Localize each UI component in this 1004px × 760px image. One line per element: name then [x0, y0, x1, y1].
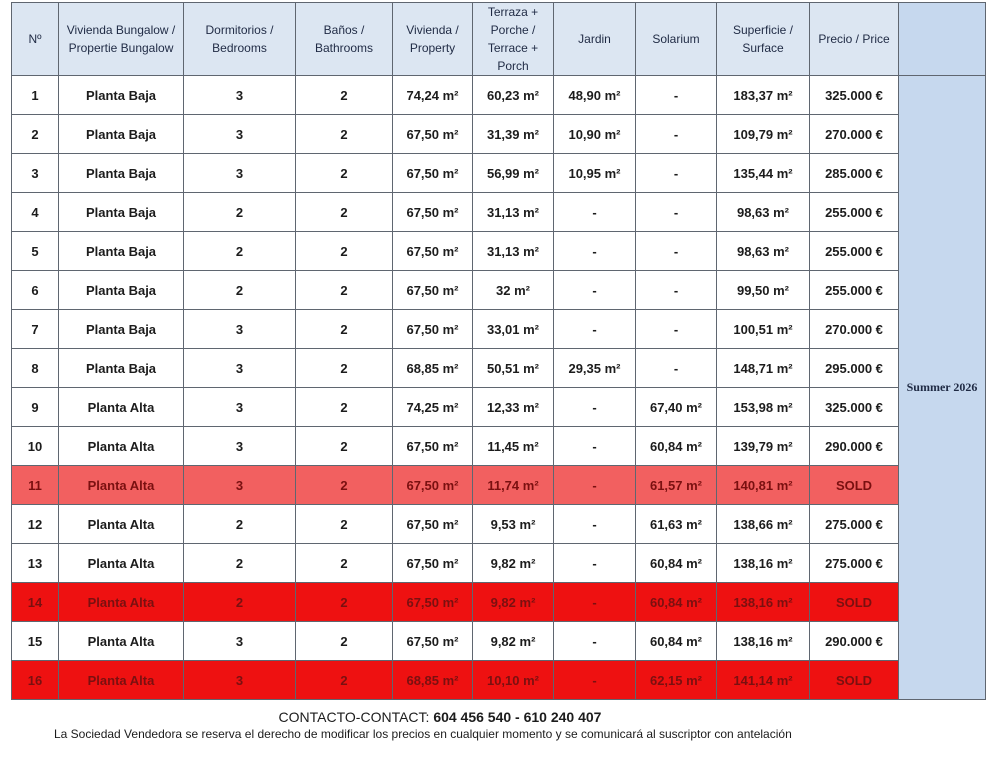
table-row — [12, 466, 986, 505]
cell-surface: 98,63 m² — [717, 193, 810, 232]
cell-property-area: 74,24 m² — [393, 76, 473, 115]
cell-bathrooms: 2 — [296, 466, 393, 505]
header-row — [12, 3, 986, 76]
cell-surface: 138,66 m² — [717, 505, 810, 544]
cell-bedrooms: 3 — [184, 466, 296, 505]
cell-garden: 29,35 m² — [554, 349, 636, 388]
table-row — [12, 388, 986, 427]
cell-property-area: 67,50 m² — [393, 427, 473, 466]
col-header-property-area: Vivienda / Property — [393, 3, 473, 76]
cell-surface: 138,16 m² — [717, 544, 810, 583]
cell-terrace: 9,53 m² — [473, 505, 554, 544]
cell-price: 290.000 € — [810, 427, 899, 466]
cell-bedrooms: 3 — [184, 661, 296, 700]
cell-bedrooms: 3 — [184, 622, 296, 661]
cell-property-type: Planta Baja — [59, 232, 184, 271]
cell-no: 8 — [12, 349, 59, 388]
cell-surface: 153,98 m² — [717, 388, 810, 427]
table-row — [12, 115, 986, 154]
cell-price: SOLD — [810, 661, 899, 700]
cell-no: 14 — [12, 583, 59, 622]
cell-garden: - — [554, 622, 636, 661]
cell-garden: - — [554, 466, 636, 505]
cell-bathrooms: 2 — [296, 193, 393, 232]
cell-bathrooms: 2 — [296, 505, 393, 544]
cell-no: 4 — [12, 193, 59, 232]
cell-no: 12 — [12, 505, 59, 544]
cell-garden: 10,90 m² — [554, 115, 636, 154]
cell-price: 325.000 € — [810, 388, 899, 427]
cell-property-type: Planta Baja — [59, 76, 184, 115]
cell-price: SOLD — [810, 583, 899, 622]
cell-property-type: Planta Alta — [59, 505, 184, 544]
cell-terrace: 60,23 m² — [473, 76, 554, 115]
cell-surface: 148,71 m² — [717, 349, 810, 388]
table-row — [12, 583, 986, 622]
cell-bedrooms: 3 — [184, 349, 296, 388]
cell-solarium: 60,84 m² — [636, 622, 717, 661]
table-row — [12, 232, 986, 271]
cell-bedrooms: 3 — [184, 427, 296, 466]
cell-price: 290.000 € — [810, 622, 899, 661]
cell-bedrooms: 3 — [184, 388, 296, 427]
cell-solarium: 60,84 m² — [636, 583, 717, 622]
cell-garden: - — [554, 388, 636, 427]
cell-terrace: 9,82 m² — [473, 544, 554, 583]
table-row — [12, 505, 986, 544]
price-table — [11, 2, 986, 700]
cell-property-area: 68,85 m² — [393, 349, 473, 388]
cell-terrace: 9,82 m² — [473, 622, 554, 661]
cell-surface: 141,14 m² — [717, 661, 810, 700]
table-row — [12, 76, 986, 115]
cell-property-area: 67,50 m² — [393, 466, 473, 505]
col-header-season — [899, 3, 986, 76]
cell-terrace: 31,39 m² — [473, 115, 554, 154]
cell-bathrooms: 2 — [296, 388, 393, 427]
cell-garden: - — [554, 544, 636, 583]
cell-property-area: 67,50 m² — [393, 193, 473, 232]
cell-bedrooms: 3 — [184, 154, 296, 193]
cell-no: 7 — [12, 310, 59, 349]
cell-no: 11 — [12, 466, 59, 505]
cell-bathrooms: 2 — [296, 115, 393, 154]
cell-solarium: 60,84 m² — [636, 427, 717, 466]
cell-bathrooms: 2 — [296, 76, 393, 115]
cell-bathrooms: 2 — [296, 232, 393, 271]
cell-solarium: 61,63 m² — [636, 505, 717, 544]
cell-bathrooms: 2 — [296, 271, 393, 310]
cell-bathrooms: 2 — [296, 310, 393, 349]
col-header-solarium: Solarium — [636, 3, 717, 76]
cell-surface: 135,44 m² — [717, 154, 810, 193]
cell-property-area: 67,50 m² — [393, 622, 473, 661]
cell-price: 285.000 € — [810, 154, 899, 193]
cell-terrace: 31,13 m² — [473, 193, 554, 232]
cell-bedrooms: 2 — [184, 583, 296, 622]
cell-no: 15 — [12, 622, 59, 661]
price-disclaimer: La Sociedad Vendedora se reserva el derecho de modificar los precios en cualquier momento y se comunicará al suscriptor con antelación — [54, 727, 792, 741]
cell-surface: 98,63 m² — [717, 232, 810, 271]
cell-solarium: - — [636, 232, 717, 271]
cell-solarium: 67,40 m² — [636, 388, 717, 427]
table-row — [12, 193, 986, 232]
cell-property-area: 67,50 m² — [393, 232, 473, 271]
cell-garden: 10,95 m² — [554, 154, 636, 193]
cell-property-type: Planta Baja — [59, 310, 184, 349]
cell-solarium: 61,57 m² — [636, 466, 717, 505]
cell-surface: 183,37 m² — [717, 76, 810, 115]
cell-property-area: 67,50 m² — [393, 271, 473, 310]
col-header-surface: Superficie / Surface — [717, 3, 810, 76]
price-sheet — [11, 2, 985, 700]
table-row — [12, 427, 986, 466]
contact-label: CONTACTO-CONTACT: — [278, 709, 430, 725]
season-label: Summer 2026 — [899, 76, 986, 700]
cell-price: 295.000 € — [810, 349, 899, 388]
cell-no: 2 — [12, 115, 59, 154]
cell-no: 3 — [12, 154, 59, 193]
cell-surface: 139,79 m² — [717, 427, 810, 466]
cell-property-type: Planta Baja — [59, 193, 184, 232]
cell-terrace: 31,13 m² — [473, 232, 554, 271]
cell-price: 275.000 € — [810, 505, 899, 544]
cell-no: 6 — [12, 271, 59, 310]
table-row — [12, 349, 986, 388]
cell-price: SOLD — [810, 466, 899, 505]
cell-bathrooms: 2 — [296, 349, 393, 388]
cell-property-type: Planta Baja — [59, 115, 184, 154]
cell-bedrooms: 2 — [184, 193, 296, 232]
col-header-terrace: Terraza + Porche / Terrace + Porch — [473, 3, 554, 76]
cell-price: 255.000 € — [810, 271, 899, 310]
cell-bathrooms: 2 — [296, 583, 393, 622]
cell-solarium: - — [636, 115, 717, 154]
cell-property-area: 67,50 m² — [393, 115, 473, 154]
cell-bathrooms: 2 — [296, 427, 393, 466]
cell-garden: 48,90 m² — [554, 76, 636, 115]
table-row — [12, 661, 986, 700]
cell-surface: 138,16 m² — [717, 583, 810, 622]
col-header-garden: Jardin — [554, 3, 636, 76]
cell-price: 255.000 € — [810, 193, 899, 232]
cell-property-area: 67,50 m² — [393, 544, 473, 583]
cell-price: 275.000 € — [810, 544, 899, 583]
cell-bathrooms: 2 — [296, 661, 393, 700]
cell-bedrooms: 3 — [184, 115, 296, 154]
cell-property-type: Planta Baja — [59, 154, 184, 193]
cell-property-type: Planta Alta — [59, 544, 184, 583]
cell-property-type: Planta Baja — [59, 271, 184, 310]
cell-no: 13 — [12, 544, 59, 583]
cell-garden: - — [554, 310, 636, 349]
cell-solarium: - — [636, 193, 717, 232]
cell-no: 5 — [12, 232, 59, 271]
cell-terrace: 33,01 m² — [473, 310, 554, 349]
cell-terrace: 9,82 m² — [473, 583, 554, 622]
cell-surface: 138,16 m² — [717, 622, 810, 661]
table-row — [12, 622, 986, 661]
cell-no: 10 — [12, 427, 59, 466]
cell-solarium: - — [636, 271, 717, 310]
cell-no: 9 — [12, 388, 59, 427]
cell-surface: 109,79 m² — [717, 115, 810, 154]
cell-property-type: Planta Alta — [59, 427, 184, 466]
cell-property-type: Planta Alta — [59, 622, 184, 661]
cell-no: 1 — [12, 76, 59, 115]
cell-terrace: 10,10 m² — [473, 661, 554, 700]
cell-terrace: 50,51 m² — [473, 349, 554, 388]
cell-garden: - — [554, 427, 636, 466]
col-header-bedrooms: Dormitorios / Bedrooms — [184, 3, 296, 76]
cell-price: 255.000 € — [810, 232, 899, 271]
cell-solarium: - — [636, 154, 717, 193]
cell-bathrooms: 2 — [296, 154, 393, 193]
cell-price: 325.000 € — [810, 76, 899, 115]
cell-surface: 99,50 m² — [717, 271, 810, 310]
col-header-no: Nº — [12, 3, 59, 76]
cell-terrace: 32 m² — [473, 271, 554, 310]
cell-no: 16 — [12, 661, 59, 700]
cell-price: 270.000 € — [810, 115, 899, 154]
col-header-bathrooms: Baños / Bathrooms — [296, 3, 393, 76]
cell-property-type: Planta Alta — [59, 466, 184, 505]
cell-bathrooms: 2 — [296, 544, 393, 583]
cell-price: 270.000 € — [810, 310, 899, 349]
cell-solarium: 60,84 m² — [636, 544, 717, 583]
cell-property-type: Planta Alta — [59, 388, 184, 427]
cell-terrace: 11,74 m² — [473, 466, 554, 505]
cell-garden: - — [554, 661, 636, 700]
table-row — [12, 271, 986, 310]
cell-solarium: - — [636, 310, 717, 349]
cell-bedrooms: 2 — [184, 544, 296, 583]
cell-property-area: 68,85 m² — [393, 661, 473, 700]
cell-garden: - — [554, 271, 636, 310]
table-row — [12, 544, 986, 583]
cell-property-area: 67,50 m² — [393, 154, 473, 193]
cell-solarium: 62,15 m² — [636, 661, 717, 700]
cell-bedrooms: 3 — [184, 310, 296, 349]
cell-property-area: 74,25 m² — [393, 388, 473, 427]
contact-phones: 604 456 540 - 610 240 407 — [433, 709, 602, 725]
table-row — [12, 310, 986, 349]
cell-surface: 140,81 m² — [717, 466, 810, 505]
cell-property-area: 67,50 m² — [393, 505, 473, 544]
cell-terrace: 12,33 m² — [473, 388, 554, 427]
cell-terrace: 56,99 m² — [473, 154, 554, 193]
cell-garden: - — [554, 193, 636, 232]
cell-solarium: - — [636, 76, 717, 115]
cell-solarium: - — [636, 349, 717, 388]
cell-bedrooms: 3 — [184, 76, 296, 115]
cell-bedrooms: 2 — [184, 271, 296, 310]
cell-garden: - — [554, 583, 636, 622]
cell-terrace: 11,45 m² — [473, 427, 554, 466]
cell-garden: - — [554, 232, 636, 271]
cell-property-area: 67,50 m² — [393, 583, 473, 622]
table-row — [12, 154, 986, 193]
cell-bathrooms: 2 — [296, 622, 393, 661]
contact-line — [0, 708, 880, 726]
cell-property-type: Planta Alta — [59, 583, 184, 622]
col-header-property-type: Vivienda Bungalow / Propertie Bungalow — [59, 3, 184, 76]
cell-surface: 100,51 m² — [717, 310, 810, 349]
cell-property-type: Planta Baja — [59, 349, 184, 388]
cell-bedrooms: 2 — [184, 505, 296, 544]
cell-property-type: Planta Alta — [59, 661, 184, 700]
cell-garden: - — [554, 505, 636, 544]
col-header-price: Precio / Price — [810, 3, 899, 76]
cell-property-area: 67,50 m² — [393, 310, 473, 349]
cell-bedrooms: 2 — [184, 232, 296, 271]
